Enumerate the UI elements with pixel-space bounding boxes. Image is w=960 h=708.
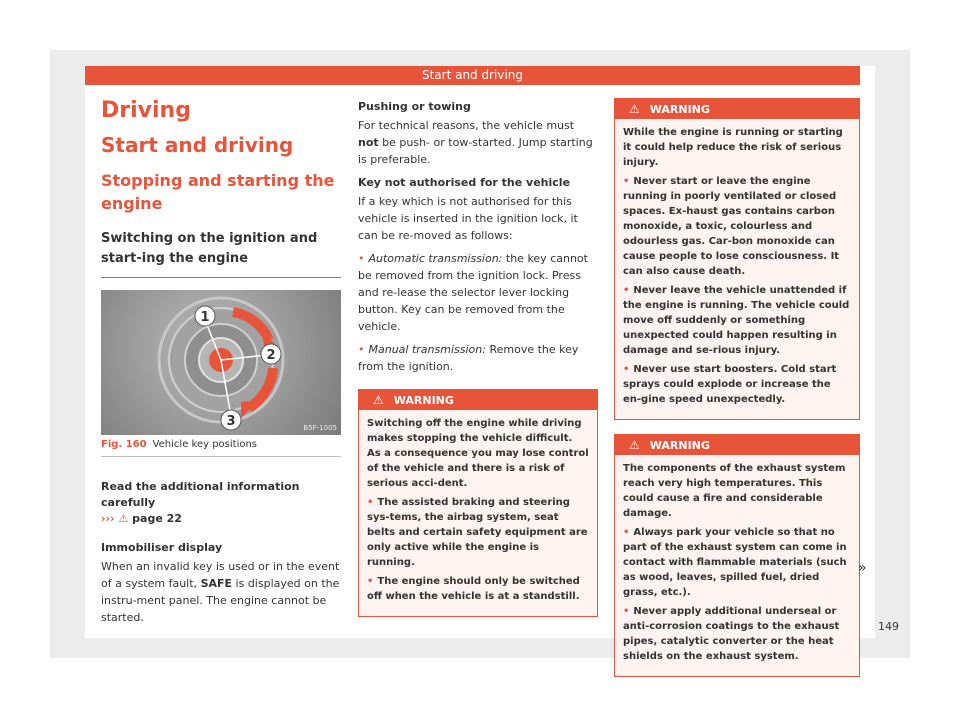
warning-header: ⚠ WARNING xyxy=(359,390,597,410)
chapter-title: Driving xyxy=(101,98,191,123)
column-1 xyxy=(101,98,341,632)
warning-icon: ⚠ xyxy=(629,102,640,116)
warning-box-1 xyxy=(358,389,598,617)
push-text: For technical reasons, the vehicle must not be push- or tow-started. Jump starting is preferable. xyxy=(358,119,593,166)
running-header: Start and driving xyxy=(85,66,860,85)
list-item: • Automatic transmission: the key cannot be removed from the ignition lock. Press and re-lease the selector lever locking button. Key can be removed from the vehicle. xyxy=(358,252,588,333)
figure-code: B5F-1005 xyxy=(303,424,337,432)
warning-header: ⚠ WARNING xyxy=(615,435,859,455)
warning-icon: ⚠ xyxy=(629,438,640,452)
column-2 xyxy=(358,98,598,617)
key-heading: Key not authorised for the vehicle xyxy=(358,176,571,189)
warning-bullet: • The engine should only be switched off when the vehicle is at a standstill. xyxy=(367,576,580,602)
section-title: Start and driving xyxy=(101,133,294,157)
callout-label-3: 3 xyxy=(226,414,236,429)
warning-icon: ⚠ xyxy=(373,393,384,407)
warning-ref-icon: ⚠ xyxy=(118,512,129,525)
reference-arrows: ››› xyxy=(101,512,115,525)
read-more-note xyxy=(101,479,341,527)
warning-bullet: • Never apply additional underseal or anti-corrosion coatings to the exhaust pipes, catalytic converter or the heat shields on the exhaust system. xyxy=(623,606,840,662)
page-link[interactable]: page 22 xyxy=(132,512,182,525)
warning-header: ⚠ WARNING xyxy=(615,99,859,119)
immobiliser-block xyxy=(101,539,341,626)
subsubsection-title: Switching on the ignition and start-ing the engine xyxy=(101,229,341,278)
warning-bullet: • Always park your vehicle so that no part of the exhaust system can come in contact with flammable materials (such as wood, leaves, spilled fuel, dried grass, etc.). xyxy=(623,527,847,598)
push-heading: Pushing or towing xyxy=(358,100,471,113)
figure-caption-text: Vehicle key positions xyxy=(152,439,258,450)
key-positions-figure xyxy=(101,290,341,435)
figure-caption xyxy=(101,439,341,457)
ignition-lock-illustration xyxy=(101,290,341,435)
callout-label-2: 2 xyxy=(266,348,276,363)
warning-bullet: • Never start or leave the engine running in poorly ventilated or closed spaces. Ex-haust gas contains carbon monoxide, a toxic, colourless and odourless gas. Car-bon monoxide can cause people to lose consciousness. It can also cause death. xyxy=(623,176,840,277)
callout-label-1: 1 xyxy=(200,310,210,325)
continue-mark: » xyxy=(858,560,867,576)
page-number: 149 xyxy=(878,620,899,633)
warning-bullet: • Never leave the vehicle unattended if the engine is running. The vehicle could move off suddenly or something unexpected could happen resulting in damage and se-rious injury. xyxy=(623,285,850,356)
immobiliser-text: When an invalid key is used or in the event of a system fault, SAFE is displayed on the instru-ment panel. The engine cannot be started. xyxy=(101,560,340,624)
warning-box-2 xyxy=(614,98,860,420)
figure-number: Fig. 160 xyxy=(101,439,147,450)
read-more-text: Read the additional information carefully xyxy=(101,480,300,509)
safe-display-icon: SAFE xyxy=(200,577,233,590)
warning-body: While the engine is running or starting it could help reduce the risk of serious injury. • Never start or leave the engine running in poorly ventilated or closed spaces. Ex-haust gas contains carbon monoxide, a toxic, colourless and odourless gas. Car-bon monoxide can cause people to lose consciousness. It can also cause death. • Never leave the vehicle unattended if the engine is running. The vehicle could move off suddenly or something unexpected could happen resulting in damage and se-rious injury. • Never use start boosters. Cold start sprays could explode or increase the en-gine speed unexpectedly. xyxy=(615,119,859,419)
key-text: If a key which is not authorised for this vehicle is inserted in the ignition lock, it can be re-moved as follows: xyxy=(358,195,578,242)
warning-box-3 xyxy=(614,434,860,677)
warning-body: Switching off the engine while driving makes stopping the vehicle difficult. As a consequence you may lose control of the vehicle and there is a risk of serious acci-dent. • The assisted braking and steering sys-tems, the airbag system, seat belts and certain safety equipment are only active while the engine is running. • The engine should only be switched off when the vehicle is at a standstill. xyxy=(359,410,597,616)
warning-body: The components of the exhaust system reach very high temperatures. This could cause a fire and considerable damage. • Always park your vehicle so that no part of the exhaust system can come in contact with flammable materials (such as wood, leaves, spilled fuel, dried grass, etc.). • Never apply additional underseal or anti-corrosion coatings to the exhaust pipes, catalytic converter or the heat shields on the exhaust system. xyxy=(615,455,859,676)
list-item: • Manual transmission: Remove the key from the ignition. xyxy=(358,343,579,373)
warning-bullet: • The assisted braking and steering sys-tems, the airbag system, seat belts and certain safety equipment are only active while the engine is running. xyxy=(367,497,588,568)
column-3 xyxy=(614,98,860,677)
warning-bullet: • Never use start boosters. Cold start sprays could explode or increase the en-gine speed unexpectedly. xyxy=(623,364,837,405)
subsection-title: Stopping and starting the engine xyxy=(101,171,335,213)
immobiliser-heading: Immobiliser display xyxy=(101,541,223,554)
